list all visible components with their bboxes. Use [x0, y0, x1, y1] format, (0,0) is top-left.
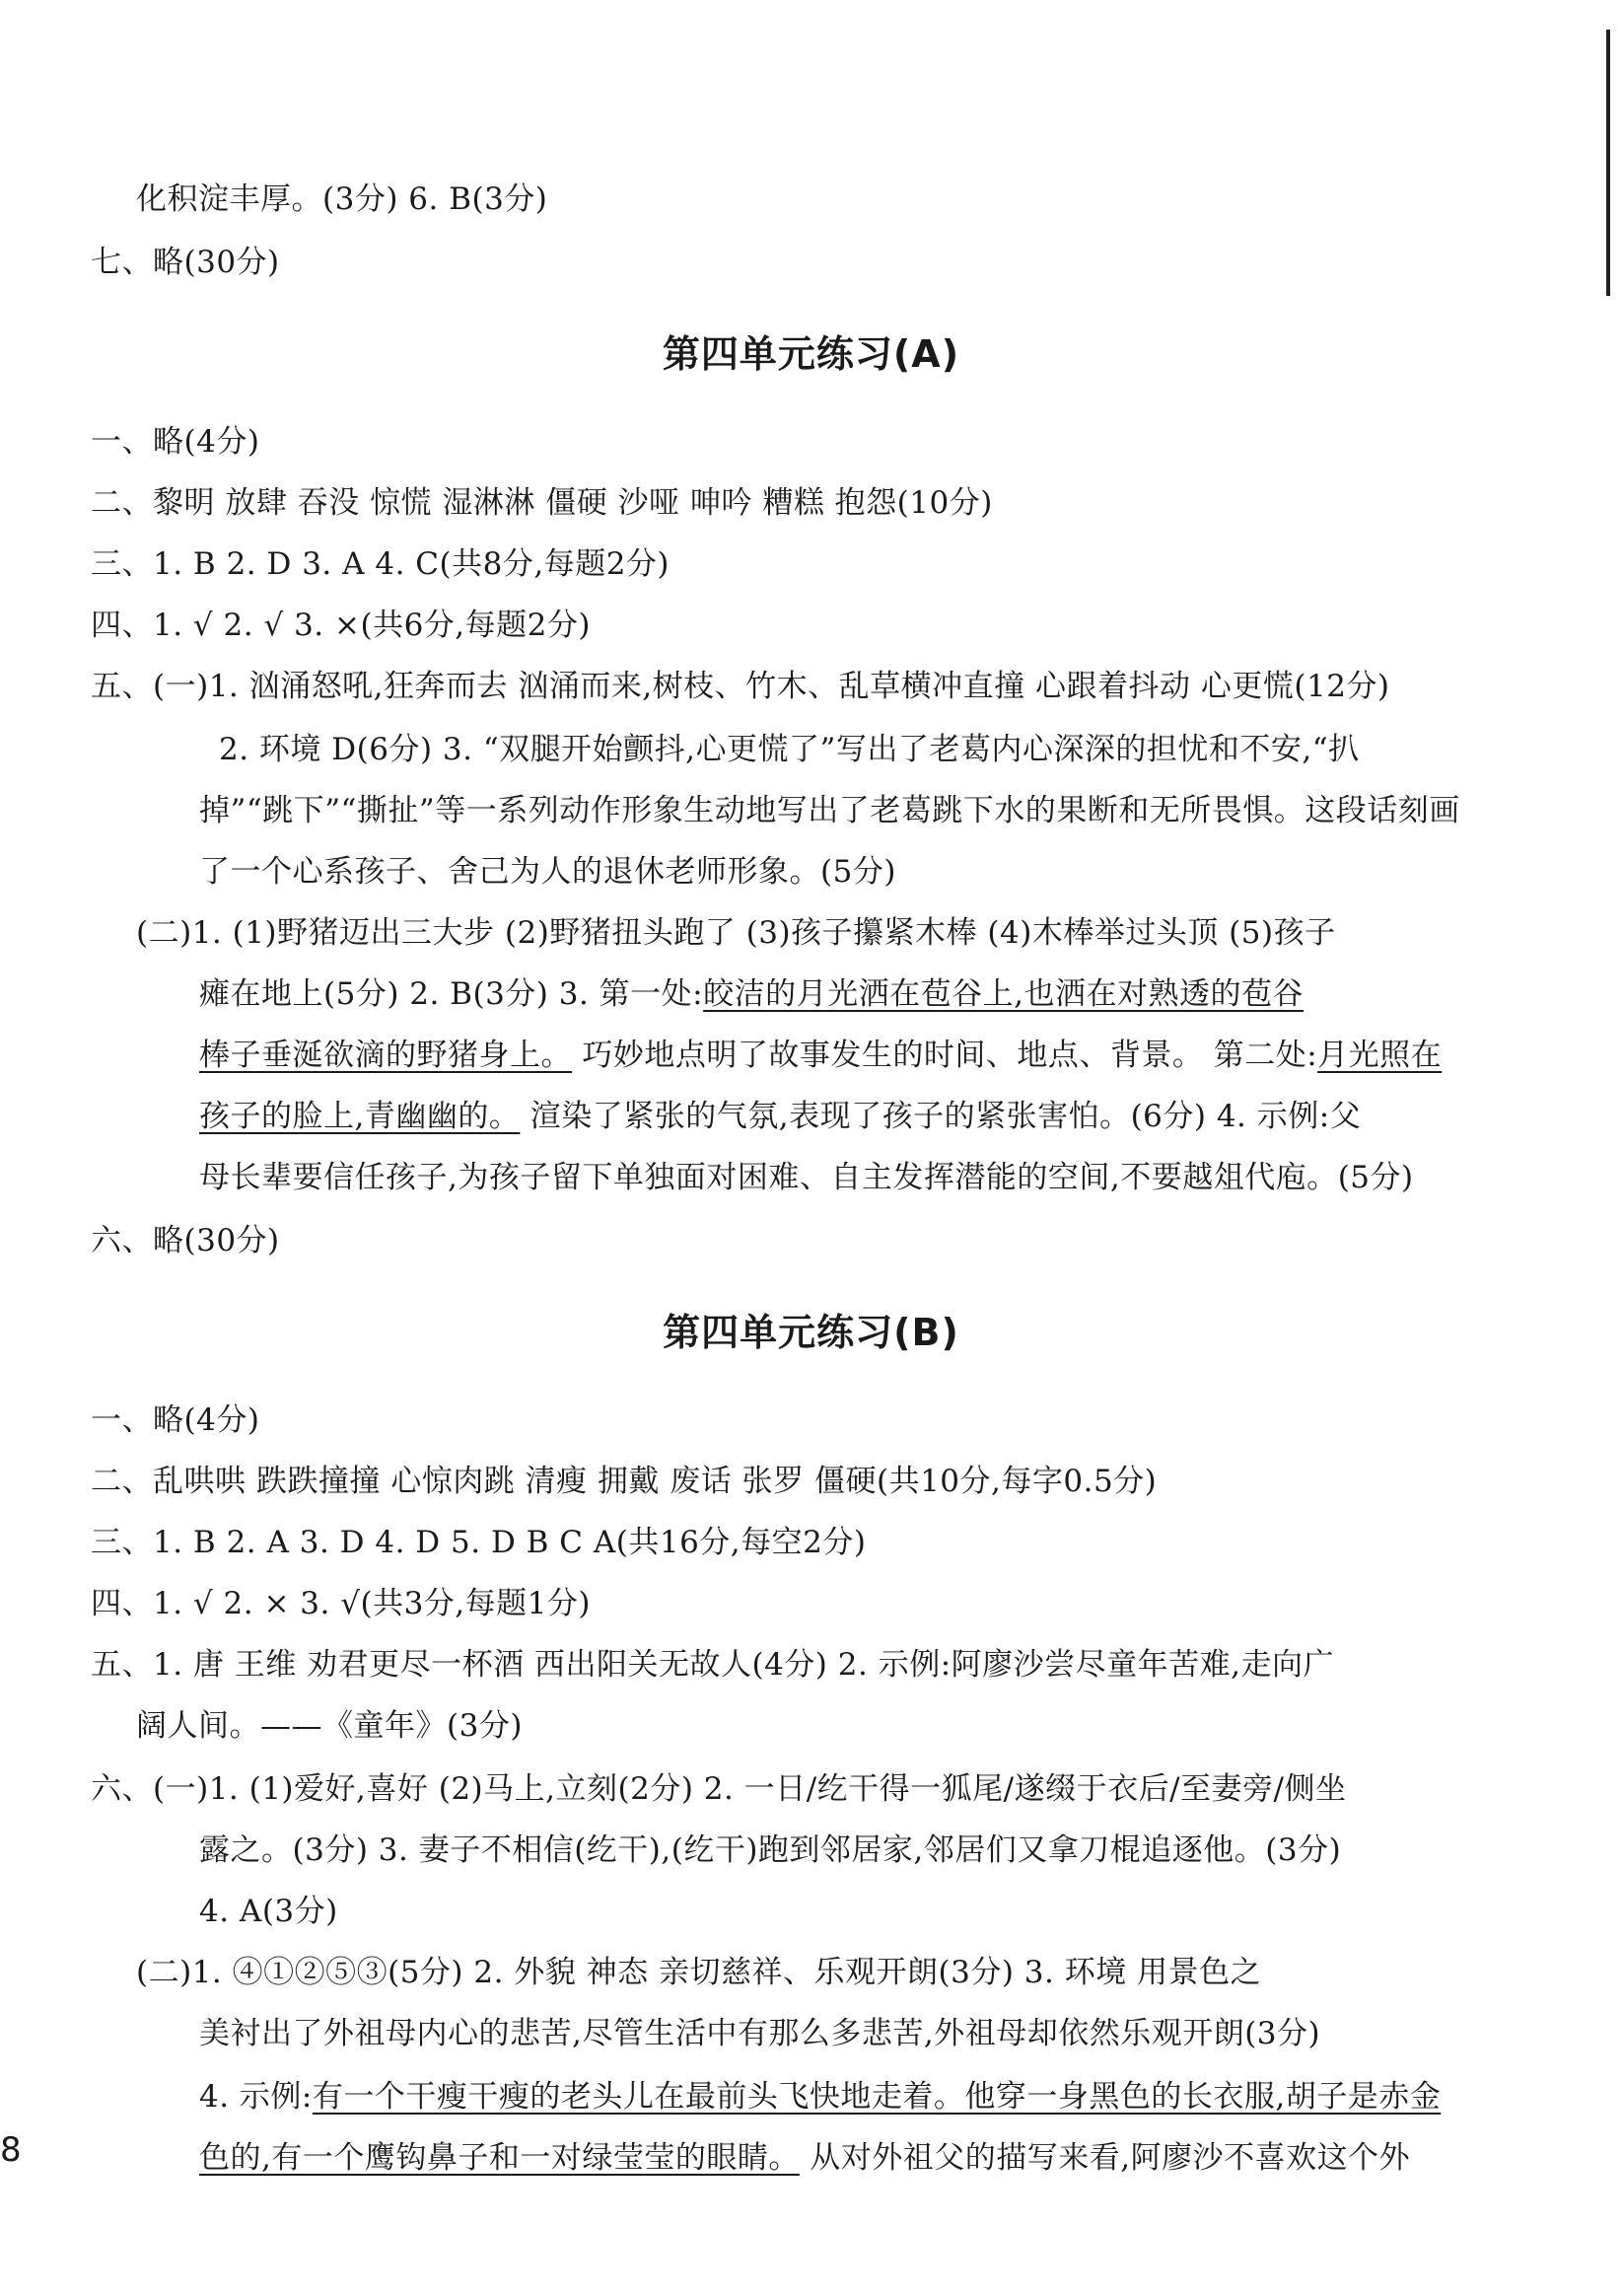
b-q2: 二、乱哄哄 跌跌撞撞 心惊肉跳 清瘦 拥戴 废话 张罗 僵硬(共10分,每字0.5分): [91, 1464, 1158, 1499]
b-q6-line-4: (二)1. ④①②⑤③(5分) 2. 外貌 神态 亲切慈祥、乐观开朗(3分) 3. 环境 用景色之: [136, 1955, 1262, 1990]
page-number: 8: [0, 2130, 22, 2170]
b-underlined-quote-b: 色的,有一个鹰钩鼻子和一对绿莹莹的眼睛。: [199, 2140, 800, 2176]
a-underlined-quote-1a: 皎洁的月光洒在苞谷上,也洒在对熟透的苞谷: [703, 976, 1304, 1012]
a-q5-line-2: 2. 环境 D(6分) 3. “双腿开始颤抖,心更慌了”写出了老葛内心深深的担忧和不安,“扒: [219, 732, 1360, 767]
a-q5-line-4: 了一个心系孩子、舍己为人的退休老师形象。(5分): [199, 854, 896, 890]
a-q5-line-7: [199, 1034, 1442, 1077]
b-q6-line-7: [199, 2136, 1410, 2180]
b-q3: 三、1. B 2. A 3. D 4. D 5. D B C A(共16分,每空2分): [91, 1525, 867, 1560]
a-underlined-quote-2a: 月光照在: [1317, 1038, 1443, 1073]
b-q6-line-6-text: 4. 示例:: [199, 2079, 313, 2115]
edge-rule: [1606, 30, 1610, 296]
a-q5-line-6-text: 瘫在地上(5分) 2. B(3分) 3. 第一处:: [199, 976, 704, 1012]
unit-b-title: 第四单元练习(B): [663, 1311, 959, 1354]
a-q5-line-3: 掉”“跳下”“撕扯”等一系列动作形象生动地写出了老葛跳下水的果断和无所畏惧。这段话刻画: [199, 793, 1460, 828]
b-q5-line-2: 阔人间。——《童年》(3分): [136, 1708, 523, 1744]
b-q6-line-2: 露之。(3分) 3. 妻子不相信(纥干),(纥干)跑到邻居家,邻居们又拿刀棍追逐他。(3分): [199, 1832, 1342, 1868]
b-q4: 四、1. √ 2. × 3. √(共3分,每题1分): [91, 1586, 591, 1621]
a-q5-line-9: 母长辈要信任孩子,为孩子留下单独面对困难、自主发挥潜能的空间,不要越俎代庖。(5分): [199, 1160, 1414, 1195]
b-q6-line-5: 美衬出了外祖母内心的悲苦,尽管生活中有那么多悲苦,外祖母却依然乐观开朗(3分): [199, 2016, 1321, 2051]
b-q6-line-6: [199, 2075, 1441, 2118]
a-underlined-quote-2b: 孩子的脸上,青幽幽的。: [199, 1099, 521, 1134]
b-underlined-quote-a: 有一个干瘦干瘦的老头儿在最前头飞快地走着。他穿一身黑色的长衣服,胡子是赤金: [312, 2079, 1442, 2115]
a-q4: 四、1. √ 2. √ 3. ×(共6分,每题2分): [91, 608, 591, 643]
a-q3: 三、1. B 2. D 3. A 4. C(共8分,每题2分): [91, 546, 670, 582]
prev-line-2: 七、略(30分): [91, 245, 280, 280]
a-q1: 一、略(4分): [91, 424, 260, 460]
b-q6-line-7-text: 从对外祖父的描写来看,阿廖沙不喜欢这个外: [799, 2140, 1411, 2176]
a-q5-line-1: 五、(一)1. 汹涌怒吼,狂奔而去 汹涌而来,树枝、竹木、乱草横冲直撞 心跟着抖动 心更慌(12分): [91, 669, 1390, 704]
a-q5-line-7-text: 巧妙地点明了故事发生的时间、地点、背景。 第二处:: [572, 1038, 1318, 1073]
a-q5-line-5: (二)1. (1)野猪迈出三大步 (2)野猪扭头跑了 (3)孩子攥紧木棒 (4)木棒举过头顶 (5)孩子: [136, 915, 1336, 951]
a-q5-line-6: [199, 972, 1304, 1016]
a-underlined-quote-1b: 棒子垂涎欲滴的野猪身上。: [199, 1038, 572, 1073]
a-q5-line-8: [199, 1095, 1361, 1138]
a-q6: 六、略(30分): [91, 1223, 280, 1258]
b-q6-line-3: 4. A(3分): [199, 1894, 338, 1929]
b-q5-line-1: 五、1. 唐 王维 劝君更尽一杯酒 西出阳关无故人(4分) 2. 示例:阿廖沙尝尽童年苦难,走向广: [91, 1647, 1334, 1683]
unit-a-title: 第四单元练习(A): [662, 332, 960, 376]
prev-line-1: 化积淀丰厚。(3分) 6. B(3分): [136, 181, 548, 217]
b-q1: 一、略(4分): [91, 1402, 260, 1438]
a-q5-line-8-text: 渲染了紧张的气氛,表现了孩子的紧张害怕。(6分) 4. 示例:父: [520, 1099, 1362, 1134]
a-q2: 二、黎明 放肆 吞没 惊慌 湿淋淋 僵硬 沙哑 呻吟 糟糕 抱怨(10分): [91, 485, 993, 521]
b-q6-line-1: 六、(一)1. (1)爱好,喜好 (2)马上,立刻(2分) 2. 一日/纥干得一狐尾/遂缀于衣后/至妻旁/侧坐: [91, 1771, 1347, 1807]
